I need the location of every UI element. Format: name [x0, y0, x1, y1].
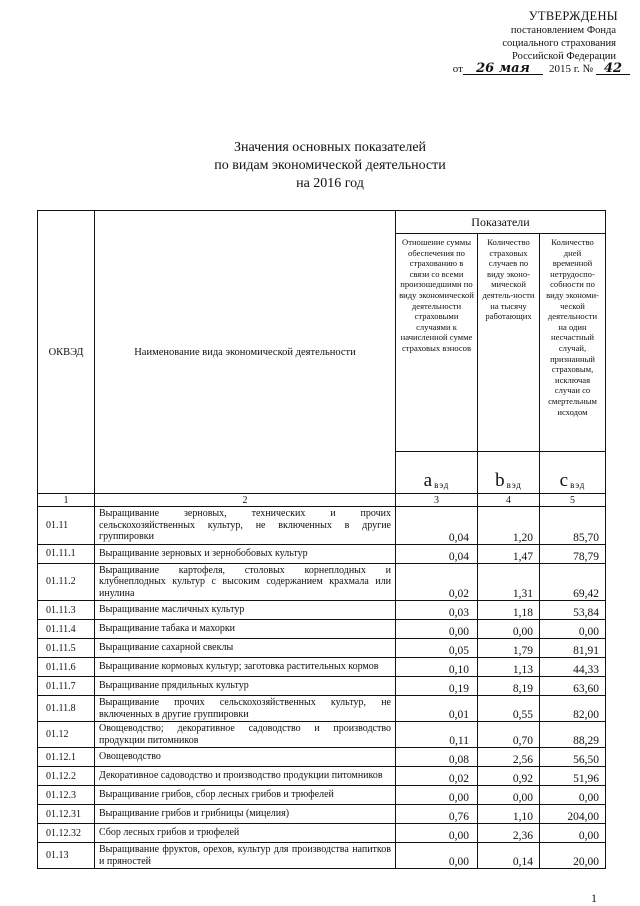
activity-name-cell: Овощеводство: [95, 748, 396, 767]
value-b-cell: 2,56: [478, 748, 540, 767]
approval-line-3: Российской Федерации: [512, 51, 616, 62]
value-c-cell: 204,00: [540, 805, 606, 824]
date-year: 2015 г. №: [548, 63, 593, 75]
activity-name-cell: Выращивание зерновых, технических и прочих сельскохозяйственных культур, не включенных в другие группировки: [95, 507, 396, 545]
approval-line-2: социального страхования: [502, 38, 616, 49]
value-a-cell: 0,10: [396, 658, 478, 677]
okved-code-cell: 01.13: [38, 843, 95, 869]
okved-code-cell: 01.12.31: [38, 805, 95, 824]
okved-code-cell: 01.11.8: [38, 696, 95, 722]
value-a-cell: 0,02: [396, 563, 478, 601]
title-line-2: по видам экономической деятельности: [214, 158, 446, 173]
table-row: [38, 748, 606, 767]
value-c-cell: 53,84: [540, 601, 606, 620]
value-a-cell: 0,02: [396, 767, 478, 786]
table-row: [38, 824, 606, 843]
value-a-cell: 0,01: [396, 696, 478, 722]
table-row: [38, 658, 606, 677]
okved-code-cell: 01.11.3: [38, 601, 95, 620]
value-c-cell: 20,00: [540, 843, 606, 869]
table-row: [38, 507, 606, 545]
table-row: [38, 696, 606, 722]
symbol-b: b $_{вэд}$: [478, 452, 540, 494]
header-activity-name: Наименование вида экономической деятельности: [95, 211, 396, 494]
indicators-table: [37, 210, 606, 869]
document-title: [100, 139, 560, 193]
symbol-c: c $_{вэд}$: [540, 452, 606, 494]
value-c-cell: 78,79: [540, 544, 606, 563]
approval-heading: УТВЕРЖДЕНЫ: [528, 9, 618, 23]
activity-name-cell: Выращивание грибов и грибницы (мицелия): [95, 805, 396, 824]
approval-line-1: постановлением Фонда: [510, 25, 616, 36]
value-b-cell: 1,79: [478, 639, 540, 658]
okved-code-cell: 01.12.2: [38, 767, 95, 786]
activity-name-cell: Выращивание грибов, сбор лесных грибов и трюфелей: [95, 786, 396, 805]
value-c-cell: 69,42: [540, 563, 606, 601]
okved-code-cell: 01.11.4: [38, 620, 95, 639]
okved-code-cell: 01.11.1: [38, 544, 95, 563]
value-b-cell: 0,92: [478, 767, 540, 786]
title-line-1: Значения основных показателей: [233, 140, 427, 155]
value-a-cell: 0,00: [396, 843, 478, 869]
header-indicators-group: Показатели: [396, 211, 606, 234]
okved-code-cell: 01.11.2: [38, 563, 95, 601]
activity-name-cell: Выращивание масличных культур: [95, 601, 396, 620]
value-a-cell: 0,19: [396, 677, 478, 696]
value-c-cell: 0,00: [540, 620, 606, 639]
activity-name-cell: Декоративное садоводство и производство продукции питомников: [95, 767, 396, 786]
activity-name-cell: Выращивание прочих сельскохозяйственных культур, не включенных в другие группировки: [95, 696, 396, 722]
value-a-cell: 0,08: [396, 748, 478, 767]
value-c-cell: 85,70: [540, 507, 606, 545]
activity-name-cell: Сбор лесных грибов и трюфелей: [95, 824, 396, 843]
value-c-cell: 0,00: [540, 786, 606, 805]
value-b-cell: 0,70: [478, 722, 540, 748]
value-b-cell: 0,55: [478, 696, 540, 722]
value-a-cell: 0,04: [396, 544, 478, 563]
header-col-3: Отношение суммы обеспечения по страхованию в связи со всеми произошедшими по виду экономической деятельности страховыми случаями к начисленной сумме страховых взносов: [396, 234, 478, 452]
value-b-cell: 8,19: [478, 677, 540, 696]
column-number-5: 5: [540, 494, 606, 507]
header-col-5: Количество дней временной нетрудоспо-собности по виду экономи-ческой деятельности на один несчастный случай, признанный страховым, исключая случаи со смертельным исходом: [540, 234, 606, 452]
approval-date-line: [420, 63, 630, 76]
activity-name-cell: Выращивание картофеля, столовых корнеплодных и клубнеплодных культур с высоким содержанием крахмала или инулина: [95, 563, 396, 601]
value-b-cell: 1,31: [478, 563, 540, 601]
column-number-1: 1: [38, 494, 95, 507]
table-row: [38, 677, 606, 696]
activity-name-cell: Выращивание зерновых и зернобобовых культур: [95, 544, 396, 563]
value-b-cell: 0,14: [478, 843, 540, 869]
okved-code-cell: 01.12.3: [38, 786, 95, 805]
table-row: [38, 601, 606, 620]
okved-code-cell: 01.11.5: [38, 639, 95, 658]
activity-name-cell: Выращивание сахарной свеклы: [95, 639, 396, 658]
table-row: [38, 620, 606, 639]
column-number-4: 4: [478, 494, 540, 507]
table-row: [38, 639, 606, 658]
activity-name-cell: Овощеводство; декоративное садоводство и производство продукции питомников: [95, 722, 396, 748]
value-a-cell: 0,11: [396, 722, 478, 748]
value-c-cell: 82,00: [540, 696, 606, 722]
value-c-cell: 44,33: [540, 658, 606, 677]
value-b-cell: 1,10: [478, 805, 540, 824]
value-b-cell: 1,13: [478, 658, 540, 677]
value-a-cell: 0,05: [396, 639, 478, 658]
table-row: [38, 544, 606, 563]
value-b-cell: 1,47: [478, 544, 540, 563]
value-c-cell: 63,60: [540, 677, 606, 696]
okved-code-cell: 01.11.6: [38, 658, 95, 677]
value-b-cell: 1,20: [478, 507, 540, 545]
value-a-cell: 0,03: [396, 601, 478, 620]
okved-code-cell: 01.12: [38, 722, 95, 748]
handwritten-number: 42: [596, 63, 630, 75]
value-b-cell: 1,18: [478, 601, 540, 620]
symbol-a: a $_{вэд}$: [396, 452, 478, 494]
table-body: [38, 507, 606, 869]
header-col-4: Количество страховых случаев по виду эконо-мической деятель-ности на тысячу работающих: [478, 234, 540, 452]
value-c-cell: 56,50: [540, 748, 606, 767]
value-b-cell: 2,36: [478, 824, 540, 843]
title-line-3: на 2016 год: [296, 176, 364, 191]
activity-name-cell: Выращивание прядильных культур: [95, 677, 396, 696]
table-row: [38, 767, 606, 786]
value-c-cell: 0,00: [540, 824, 606, 843]
activity-name-cell: Выращивание табака и махорки: [95, 620, 396, 639]
handwritten-date: 26 мая: [463, 63, 543, 75]
value-b-cell: 0,00: [478, 620, 540, 639]
table-row: [38, 843, 606, 869]
okved-code-cell: 01.12.32: [38, 824, 95, 843]
value-a-cell: 0,00: [396, 786, 478, 805]
page-number: 1: [591, 891, 597, 905]
value-c-cell: 81,91: [540, 639, 606, 658]
value-a-cell: 0,76: [396, 805, 478, 824]
value-c-cell: 88,29: [540, 722, 606, 748]
activity-name-cell: Выращивание фруктов, орехов, культур для производства напитков и пряностей: [95, 843, 396, 869]
header-okved: ОКВЭД: [38, 211, 95, 494]
value-c-cell: 51,96: [540, 767, 606, 786]
value-a-cell: 0,04: [396, 507, 478, 545]
table-row: [38, 805, 606, 824]
okved-code-cell: 01.11.7: [38, 677, 95, 696]
column-number-3: 3: [396, 494, 478, 507]
okved-code-cell: 01.11: [38, 507, 95, 545]
column-number-2: 2: [95, 494, 396, 507]
value-b-cell: 0,00: [478, 786, 540, 805]
table-row: [38, 563, 606, 601]
value-a-cell: 0,00: [396, 620, 478, 639]
table-row: [38, 722, 606, 748]
value-a-cell: 0,00: [396, 824, 478, 843]
okved-code-cell: 01.12.1: [38, 748, 95, 767]
table-row: [38, 786, 606, 805]
approval-block: [420, 10, 630, 76]
date-prefix: от: [452, 63, 463, 75]
activity-name-cell: Выращивание кормовых культур; заготовка растительных кормов: [95, 658, 396, 677]
